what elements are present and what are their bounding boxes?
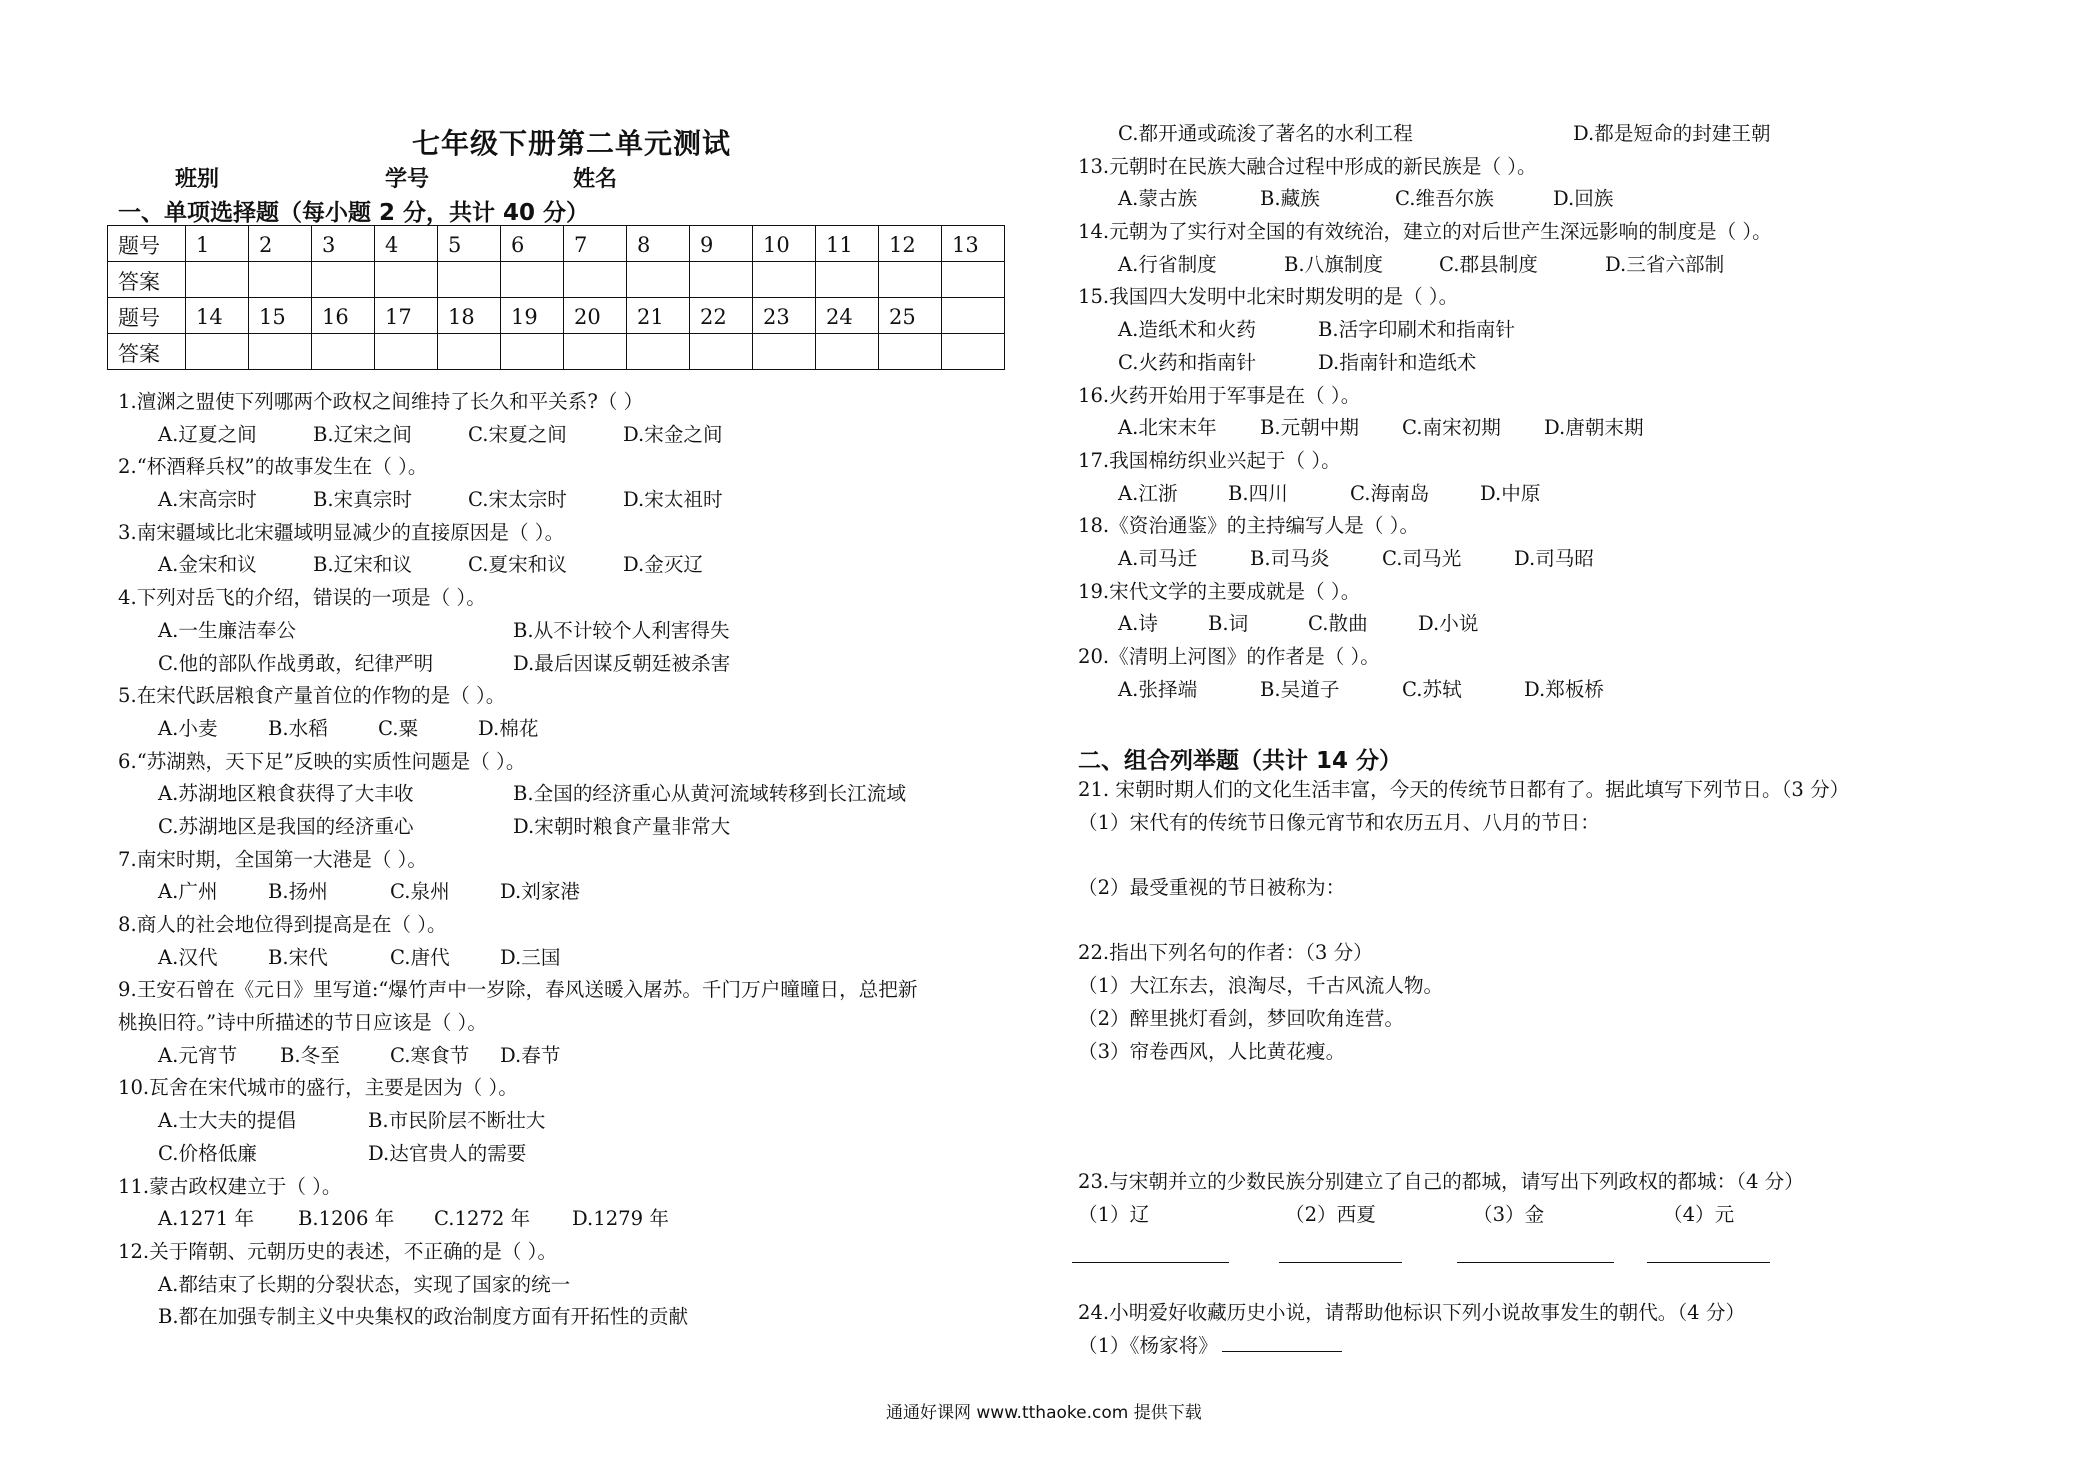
question-17-options (1078, 478, 1772, 511)
question-23-items (1078, 1199, 1849, 1232)
answer-blank-jin[interactable] (1457, 1262, 1614, 1263)
question-13-stem: 13.元朝时在民族大融合过程中形成的新民族是（ ）。 (1078, 154, 1537, 178)
answer-cell[interactable] (501, 262, 564, 298)
option-a[interactable]: A.广州 (158, 880, 218, 904)
answer-cell[interactable] (249, 334, 312, 370)
question-16-options (1078, 412, 1772, 445)
page-title: 七年级下册第二单元测试 (412, 127, 732, 160)
right-column-questions (1078, 118, 1772, 706)
option-c[interactable]: C.南宋初期 (1402, 416, 1501, 440)
answer-cell[interactable] (564, 334, 627, 370)
option-d[interactable]: D.金灭辽 (623, 553, 704, 577)
question-number-cell: 19 (501, 298, 564, 334)
answer-cell[interactable] (879, 334, 942, 370)
question-7-options (118, 876, 917, 909)
question-21-part-1: （1）宋代有的传统节日像元宵节和农历五月、八月的节日： (1078, 810, 1600, 834)
option-b[interactable]: B.辽宋之间 (313, 422, 413, 446)
answer-cell[interactable] (942, 262, 1005, 298)
question-number-cell: 8 (627, 226, 690, 262)
question-number-cell: 15 (249, 298, 312, 334)
capital-item-jin: （3）金 (1473, 1202, 1545, 1226)
question-number-cell: 2 (249, 226, 312, 262)
question-9-options (118, 1040, 917, 1073)
answer-cell[interactable] (438, 334, 501, 370)
option-a[interactable]: A.造纸术和火药 (1118, 318, 1256, 342)
answer-table-answer-row-2 (108, 334, 1005, 370)
option-a[interactable]: A.士大夫的提倡 (158, 1109, 296, 1133)
answer-cell[interactable] (375, 334, 438, 370)
answer-cell[interactable] (627, 334, 690, 370)
option-c[interactable]: C.散曲 (1308, 612, 1368, 636)
row-label-answer: 答案 (108, 334, 186, 370)
option-d[interactable]: D.司马昭 (1514, 546, 1595, 570)
option-b[interactable]: B.宋真宗时 (313, 488, 413, 512)
question-number-cell: 20 (564, 298, 627, 334)
answer-cell[interactable] (186, 262, 249, 298)
question-19-stem: 19.宋代文学的主要成就是（ ）。 (1078, 579, 1361, 603)
option-a[interactable]: A.司马迁 (1118, 546, 1198, 570)
answer-cell[interactable] (690, 262, 753, 298)
question-4-options-row2 (118, 648, 917, 681)
row-label-number: 题号 (108, 226, 186, 262)
option-c[interactable]: C.寒食节 (390, 1043, 470, 1067)
question-number-cell: 14 (186, 298, 249, 334)
option-a[interactable]: A.宋高宗时 (158, 488, 257, 512)
answer-table-number-row-2 (108, 298, 1005, 334)
question-1-options (118, 419, 917, 452)
answer-space[interactable] (1078, 1134, 1849, 1167)
question-18-stem: 18.《资治通鉴》的主持编写人是（ ）。 (1078, 514, 1420, 538)
question-number-cell: 18 (438, 298, 501, 334)
question-number-cell: 17 (375, 298, 438, 334)
option-a[interactable]: A.金宋和议 (158, 553, 257, 577)
question-4-stem: 4.下列对岳飞的介绍，错误的一项是（ ）。 (118, 586, 486, 610)
answer-cell[interactable] (312, 262, 375, 298)
question-3-stem: 3.南宋疆域比北宋疆域明显减少的直接原因是（ ）。 (118, 520, 565, 544)
question-4-options-row1 (118, 615, 917, 648)
question-24-part-1 (1078, 1330, 1849, 1363)
question-14-stem: 14.元朝为了实行对全国的有效统治，建立的对后世产生深远影响的制度是（ ）。 (1078, 220, 1772, 244)
option-c[interactable]: C.1272 年 (434, 1207, 531, 1231)
option-d[interactable]: D.宋太祖时 (623, 488, 723, 512)
option-d[interactable]: D.指南针和造纸术 (1318, 350, 1477, 374)
question-23-stem: 23.与宋朝并立的少数民族分别建立了自己的都城，请写出下列政权的都城：（4 分） (1078, 1170, 1804, 1194)
question-6-stem: 6.“苏湖熟，天下足”反映的实质性问题是（ ）。 (118, 749, 526, 773)
question-21-part-2: （2）最受重视的节日被称为： (1078, 876, 1346, 900)
answer-space[interactable] (1078, 1264, 1849, 1297)
answer-cell[interactable] (816, 334, 879, 370)
question-17-stem: 17.我国棉纺织业兴起于（ ）。 (1078, 448, 1341, 472)
question-number-cell: 22 (690, 298, 753, 334)
class-label: 班别 (175, 167, 220, 192)
option-b[interactable]: B.司马炎 (1250, 546, 1330, 570)
question-15-options-row1 (1078, 314, 1772, 347)
answer-cell[interactable] (879, 262, 942, 298)
option-b[interactable]: B.词 (1208, 612, 1249, 636)
question-12-stem: 12.关于隋朝、元朝历史的表述，不正确的是（ ）。 (118, 1239, 558, 1263)
option-a[interactable]: A.北宋末年 (1118, 416, 1217, 440)
option-c[interactable]: C.苏轼 (1402, 677, 1462, 701)
option-b[interactable]: B.吴道子 (1260, 677, 1340, 701)
option-b[interactable]: B.藏族 (1260, 187, 1320, 211)
option-d[interactable]: D.春节 (500, 1043, 561, 1067)
question-2-options (118, 484, 917, 517)
q23-answer-blanks (1072, 1262, 1772, 1264)
footer-source: 通通好课网 www.tthaoke.com 提供下载 (886, 1403, 1202, 1423)
question-12-option-a[interactable]: A.都结束了长期的分裂状态，实现了国家的统一 (158, 1272, 571, 1296)
answer-cell[interactable] (186, 334, 249, 370)
question-13-options (1078, 183, 1772, 216)
answer-cell[interactable] (942, 334, 1005, 370)
option-b[interactable]: B.元朝中期 (1260, 416, 1360, 440)
option-a[interactable]: A.诗 (1118, 612, 1158, 636)
answer-blank[interactable] (1222, 1331, 1342, 1352)
answer-cell[interactable] (375, 262, 438, 298)
option-d[interactable]: D.小说 (1418, 612, 1479, 636)
section2-heading: 二、组合列举题（共计 14 分） (1078, 748, 1403, 774)
question-22-part-2: （2）醉里挑灯看剑，梦回吹角连营。 (1078, 1006, 1404, 1030)
question-number-cell: 3 (312, 226, 375, 262)
question-24-part-1-label: （1）《杨家将》 (1078, 1333, 1218, 1357)
question-number-cell: 5 (438, 226, 501, 262)
row-label-answer: 答案 (108, 262, 186, 298)
question-12-option-b[interactable]: B.都在加强专制主义中央集权的政治制度方面有开拓性的贡献 (158, 1305, 689, 1329)
option-a[interactable]: A.辽夏之间 (158, 422, 257, 446)
option-d[interactable]: D.中原 (1480, 481, 1541, 505)
option-c[interactable]: C.泉州 (390, 880, 450, 904)
question-22-part-1: （1）大江东去，浪淘尽，千古风流人物。 (1078, 974, 1444, 998)
question-number-cell: 4 (375, 226, 438, 262)
question-number-cell: 23 (753, 298, 816, 334)
question-number-cell: 16 (312, 298, 375, 334)
capital-item-liao: （1）辽 (1078, 1202, 1150, 1226)
option-b[interactable]: B.宋代 (268, 945, 328, 969)
option-c[interactable]: C.维吾尔族 (1395, 187, 1494, 211)
option-b[interactable]: B.八旗制度 (1284, 252, 1384, 276)
option-c[interactable]: C.海南岛 (1350, 481, 1430, 505)
question-10-options-row2 (118, 1138, 917, 1171)
question-19-options (1078, 608, 1772, 641)
answer-blank-yuan[interactable] (1647, 1262, 1770, 1263)
option-b[interactable]: B.市民阶层不断壮大 (368, 1109, 546, 1133)
question-number-cell: 6 (501, 226, 564, 262)
question-18-options (1078, 543, 1772, 576)
question-number-cell: 12 (879, 226, 942, 262)
answer-cell[interactable] (501, 334, 564, 370)
option-b[interactable]: B.从不计较个人利害得失 (513, 618, 730, 642)
question-15-stem: 15.我国四大发明中北宋时期发明的是（ ）。 (1078, 285, 1459, 309)
option-a[interactable]: A.苏湖地区粮食获得了大丰收 (158, 782, 414, 806)
question-10-options-row1 (118, 1105, 917, 1138)
option-a[interactable]: A.蒙古族 (1118, 187, 1198, 211)
question-number-cell: 10 (753, 226, 816, 262)
question-1-stem: 1.澶渊之盟使下列哪两个政权之间维持了长久和平关系?（ ） (118, 390, 644, 413)
question-9-stem-continued: 桃换旧符。”诗中所描述的节日应该是（ ）。 (118, 1011, 487, 1035)
question-number-cell: 21 (627, 298, 690, 334)
question-16-stem: 16.火药开始用于军事是在（ ）。 (1078, 383, 1361, 407)
answer-space[interactable] (1078, 905, 1849, 938)
question-number-cell: 13 (942, 226, 1005, 262)
question-11-options (118, 1203, 917, 1236)
answer-table-answer-row-1 (108, 262, 1005, 298)
question-14-options (1078, 249, 1772, 282)
question-number-cell: 1 (186, 226, 249, 262)
answer-cell[interactable] (753, 262, 816, 298)
option-c[interactable]: C.宋太宗时 (468, 488, 567, 512)
option-b[interactable]: B.全国的经济重心从黄河流域转移到长江流域 (513, 782, 906, 806)
option-d[interactable]: D.宋朝时粮食产量非常大 (513, 814, 731, 838)
question-number-cell: 11 (816, 226, 879, 262)
option-b[interactable]: B.冬至 (280, 1043, 340, 1067)
question-number-cell (942, 298, 1005, 334)
option-c[interactable]: C.火药和指南针 (1118, 350, 1257, 374)
option-c[interactable]: C.宋夏之间 (468, 422, 567, 446)
option-d[interactable]: D.刘家港 (500, 880, 581, 904)
question-12-options-continued (1078, 118, 1772, 151)
option-d[interactable]: D.三省六部制 (1605, 252, 1725, 276)
option-a[interactable]: A.一生廉洁奉公 (158, 618, 296, 642)
option-a[interactable]: A.汉代 (158, 945, 218, 969)
answer-cell[interactable] (627, 262, 690, 298)
option-b[interactable]: B.扬州 (268, 880, 328, 904)
option-d[interactable]: D.郑板桥 (1524, 677, 1605, 701)
question-number-cell: 7 (564, 226, 627, 262)
option-d[interactable]: D.三国 (500, 945, 561, 969)
question-5-options (118, 713, 917, 746)
section2-questions (1078, 774, 1849, 1362)
answer-cell[interactable] (690, 334, 753, 370)
question-22-part-3: （3）帘卷西风，人比黄花瘦。 (1078, 1039, 1346, 1063)
question-20-options (1078, 674, 1772, 707)
question-22-stem: 22.指出下列名句的作者：（3 分） (1078, 941, 1373, 965)
option-c[interactable]: C.郡县制度 (1439, 252, 1538, 276)
answer-table (107, 225, 1005, 370)
option-d[interactable]: D.1279 年 (572, 1207, 669, 1231)
row-label-number: 题号 (108, 298, 186, 334)
answer-cell[interactable] (564, 262, 627, 298)
option-d[interactable]: D.达官贵人的需要 (368, 1141, 527, 1165)
option-b[interactable]: B.辽宋和议 (313, 553, 413, 577)
capital-item-xixia: （2）西夏 (1285, 1202, 1376, 1226)
question-3-options (118, 549, 917, 582)
option-c[interactable]: C.唐代 (390, 945, 450, 969)
option-a[interactable]: A.行省制度 (1118, 252, 1217, 276)
question-5-stem: 5.在宋代跃居粮食产量首位的作物的是（ ）。 (118, 684, 506, 708)
option-a[interactable]: A.张择端 (1118, 677, 1198, 701)
question-6-options-row2 (118, 811, 917, 844)
option-b[interactable]: B.1206 年 (298, 1207, 395, 1231)
option-d[interactable]: D.最后因谋反朝廷被杀害 (513, 651, 731, 675)
name-label: 姓名 (573, 167, 618, 192)
answer-blank-xixia[interactable] (1279, 1262, 1402, 1263)
question-8-stem: 8.商人的社会地位得到提高是在（ ）。 (118, 913, 447, 936)
option-d[interactable]: D.回族 (1553, 187, 1614, 211)
section1-heading: 一、单项选择题（每小题 2 分，共计 40 分） (118, 200, 590, 226)
question-number-cell: 24 (816, 298, 879, 334)
option-a[interactable]: A.江浙 (1118, 481, 1178, 505)
option-a[interactable]: A.元宵节 (158, 1043, 238, 1067)
question-24-stem: 24.小明爱好收藏历史小说，请帮助他标识下列小说故事发生的朝代。（4 分） (1078, 1301, 1746, 1324)
question-number-cell: 25 (879, 298, 942, 334)
option-c[interactable]: C.司马光 (1382, 546, 1462, 570)
answer-cell[interactable] (249, 262, 312, 298)
question-10-stem: 10.瓦舍在宋代城市的盛行，主要是因为（ ）。 (118, 1076, 518, 1100)
option-c[interactable]: C.粟 (378, 716, 419, 740)
question-2-stem: 2.“杯酒释兵权”的故事发生在（ ）。 (118, 455, 428, 479)
answer-space[interactable] (1078, 1101, 1849, 1134)
option-c[interactable]: C.夏宋和议 (468, 553, 567, 577)
option-d[interactable]: D.棉花 (478, 716, 539, 740)
option-c[interactable]: C.都开通或疏浚了著名的水利工程 (1118, 122, 1413, 145)
answer-space[interactable] (1078, 839, 1849, 872)
answer-space[interactable] (1078, 1232, 1849, 1265)
question-11-stem: 11.蒙古政权建立于（ ）。 (118, 1174, 342, 1198)
left-column-questions (118, 386, 917, 1334)
capital-item-yuan: （4）元 (1663, 1202, 1735, 1226)
option-b[interactable]: B.水稻 (268, 716, 328, 740)
option-d[interactable]: D.唐朝末期 (1544, 416, 1644, 440)
option-a[interactable]: A.小麦 (158, 716, 218, 740)
option-c[interactable]: C.价格低廉 (158, 1141, 257, 1165)
question-7-stem: 7.南宋时期，全国第一大港是（ ）。 (118, 847, 428, 871)
question-9-stem: 9.王安石曾在《元日》里写道:“爆竹声中一岁除，春风送暖入屠苏。千门万户曈曈日，总把新 (118, 978, 918, 1002)
question-20-stem: 20.《清明上河图》的作者是（ ）。 (1078, 645, 1380, 668)
option-d[interactable]: D.宋金之间 (623, 422, 723, 446)
student-id-label: 学号 (385, 167, 430, 192)
answer-space[interactable] (1078, 1068, 1849, 1101)
question-15-options-row2 (1078, 347, 1772, 380)
option-b[interactable]: B.四川 (1228, 481, 1288, 505)
answer-blank-liao[interactable] (1072, 1262, 1229, 1263)
option-c[interactable]: C.他的部队作战勇敢，纪律严明 (158, 651, 434, 675)
answer-cell[interactable] (753, 334, 816, 370)
answer-cell[interactable] (312, 334, 375, 370)
question-number-cell: 9 (690, 226, 753, 262)
option-d[interactable]: D.都是短命的封建王朝 (1573, 122, 1771, 145)
option-a[interactable]: A.1271 年 (158, 1207, 255, 1231)
question-6-options-row1 (118, 778, 917, 811)
answer-table-number-row-1 (108, 226, 1005, 262)
question-8-options (118, 942, 917, 975)
option-c[interactable]: C.苏湖地区是我国的经济重心 (158, 814, 414, 838)
question-21-stem: 21. 宋朝时期人们的文化生活丰富，今天的传统节日都有了。据此填写下列节日。（3 分） (1078, 778, 1850, 801)
option-b[interactable]: B.活字印刷术和指南针 (1318, 318, 1515, 342)
answer-cell[interactable] (438, 262, 501, 298)
answer-cell[interactable] (816, 262, 879, 298)
